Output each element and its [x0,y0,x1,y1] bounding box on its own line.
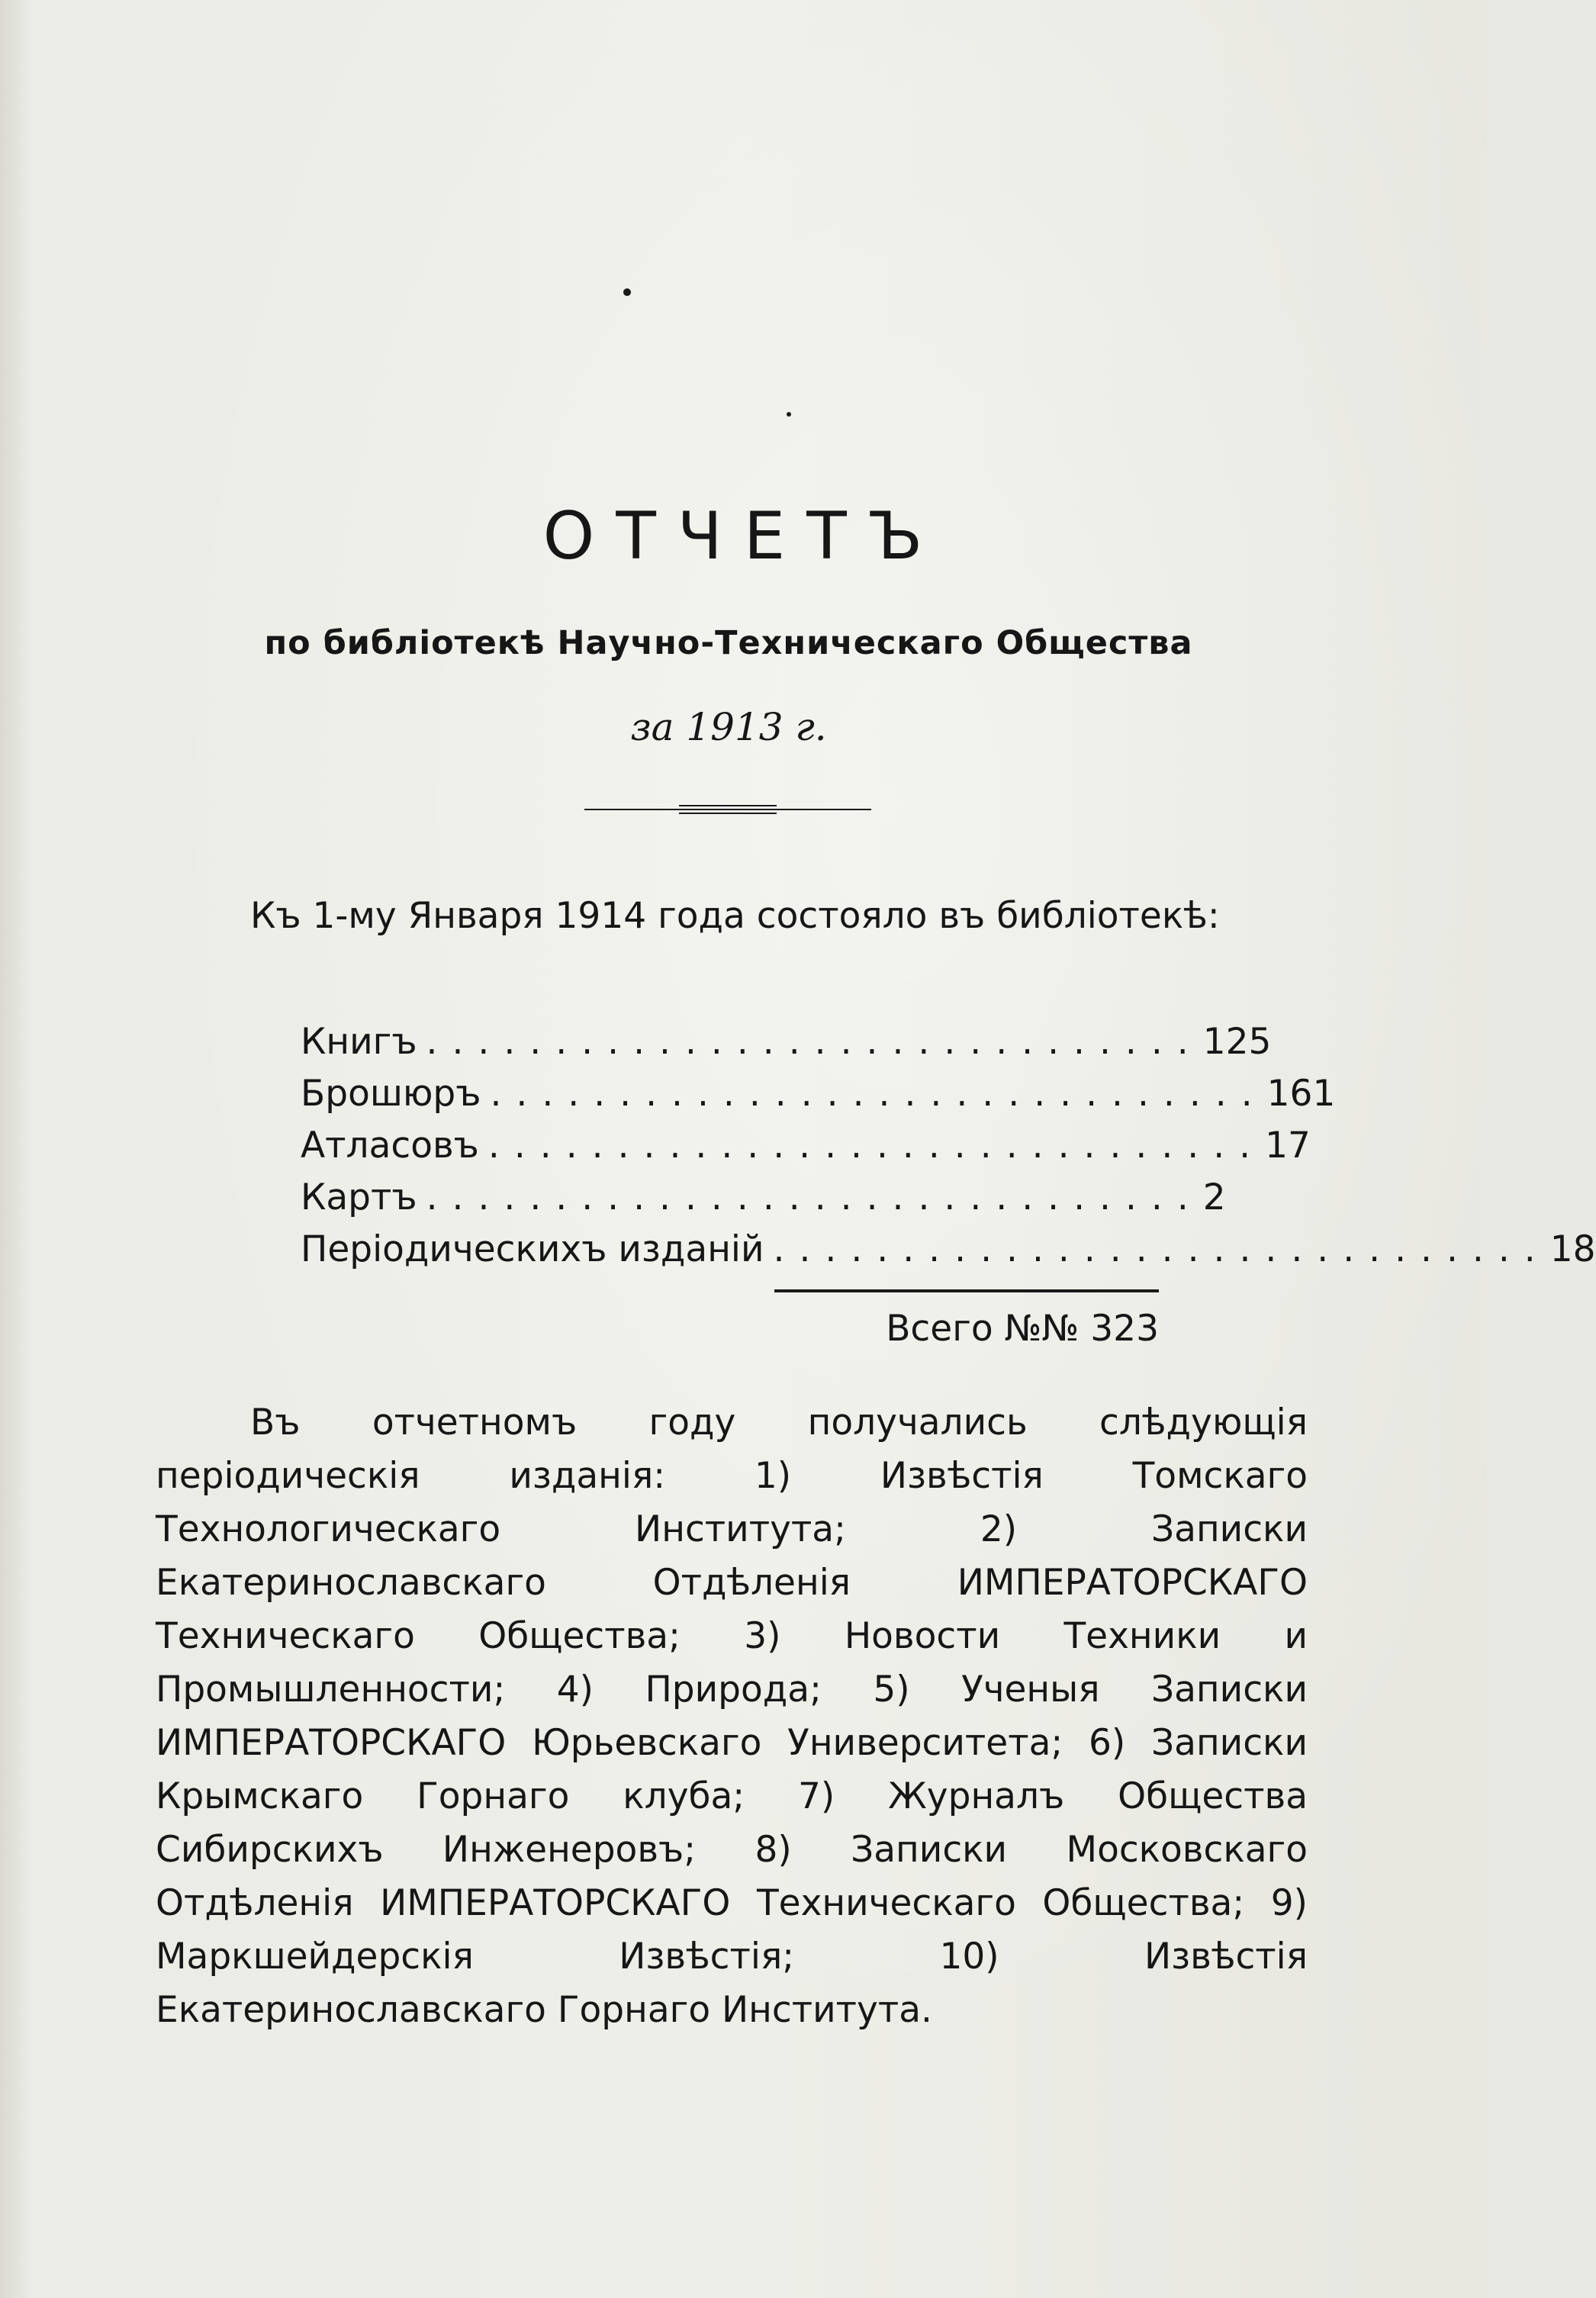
inventory-value: 17 [1265,1125,1311,1167]
inventory-label: Періодическихъ изданій [301,1228,764,1270]
inventory-label: Книгъ [301,1021,417,1063]
inventory-row [301,1224,1596,1276]
leader-dots: .............................. [490,1073,1267,1115]
report-year: за 1913 г. [630,705,827,749]
inventory-label: Брошюръ [301,1073,481,1115]
leader-dots: .............................. [487,1125,1266,1167]
leader-dots: .............................. [773,1228,1550,1270]
ink-dot [787,412,791,417]
intro-text: Къ 1-му Января 1914 года состояло въ библіотекѣ: [250,895,1220,937]
inventory-label: Атласовъ [301,1125,479,1167]
leader-dots: .............................. [426,1176,1203,1218]
inventory-row [301,1068,1336,1120]
leader-dots: .............................. [426,1021,1203,1063]
inventory-value: 125 [1202,1021,1272,1063]
inventory-row [301,1120,1311,1172]
page-title: ОТЧЕТЪ [542,498,944,574]
page-subtitle: по библіотекѣ Научно-Техническаго Общества [264,624,1193,662]
periodicals-text: Въ отчетномъ году получались слѣдующія періодическія изданія: 1) Извѣстія Томскаго Технологическаго Института; 2) Записки Екатеринославскаго Отдѣленія ИМПЕРАТОРСКАГО Техническаго Общества; 3) Новости Техники и Промышленности; 4) Природа; 5) Ученыя Записки ИМПЕРАТОРСКАГО Юрьевскаго Университета; 6) Записки Крымскаго Горнаго клуба; 7) Журналъ Общества Сибирскихъ Инженеровъ; 8) Записки Московскаго Отдѣленія ИМПЕРАТОРСКАГО Техническаго Общества; 9) Маркшейдерскія Извѣстія; 10) Извѣстія Екатеринославскаго Горнаго Института. [156,1402,1308,2031]
inventory-value: 2 [1202,1176,1226,1218]
total-rule [774,1289,1159,1292]
periodicals-paragraph [156,1396,1308,2037]
inventory-row [301,1016,1272,1068]
inventory-value: 18 [1549,1228,1596,1270]
ink-dot [623,288,631,296]
inventory-label: Картъ [301,1176,417,1218]
inventory-list [301,1016,1596,1276]
total-line: Всего №№ 323 [886,1308,1159,1350]
inventory-value: 161 [1266,1073,1336,1115]
intro-paragraph [156,890,1308,943]
inventory-row [301,1172,1226,1224]
